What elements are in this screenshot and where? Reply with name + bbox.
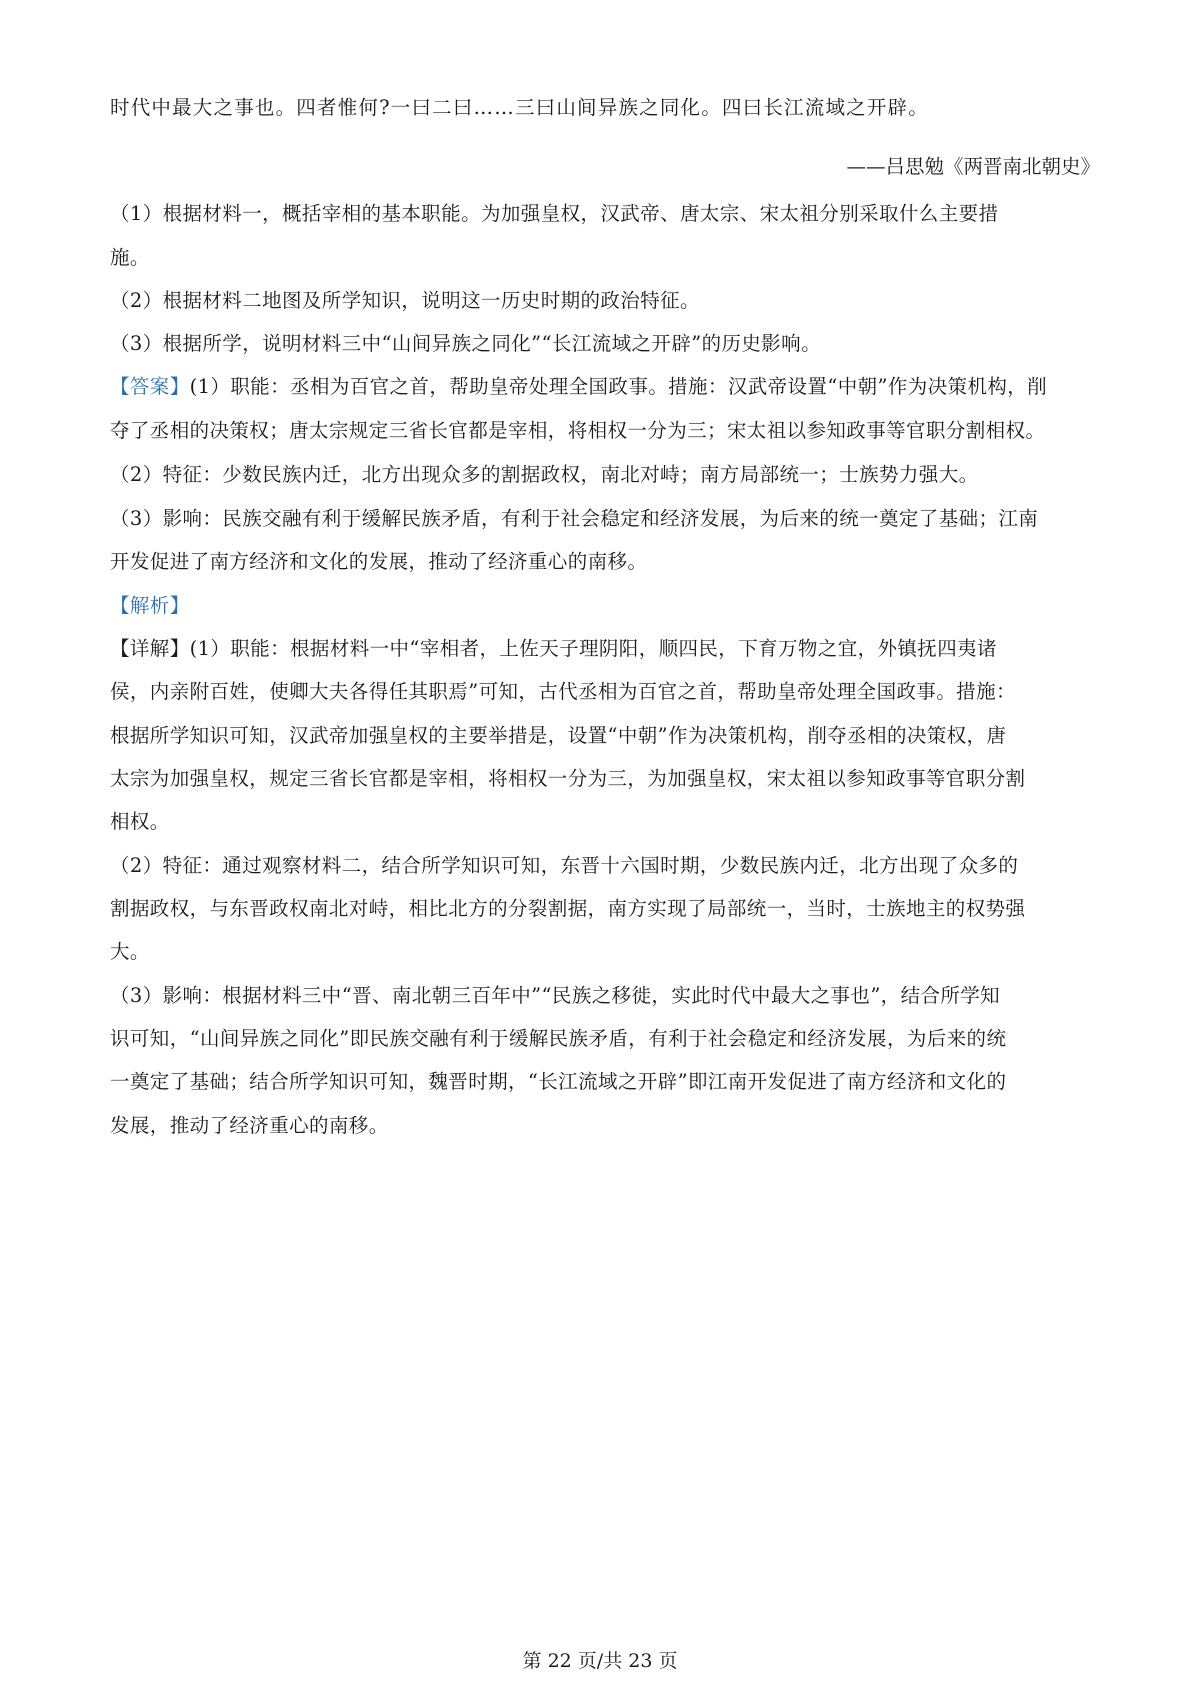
detail-line: 相权。 (110, 810, 170, 833)
quote-line: 时代中最大之事也。四者惟何?一曰二曰……三曰山间异族之同化。四曰长江流域之开辟。 (110, 96, 929, 119)
question-3: （3）根据所学，说明材料三中“山间异族之同化”“长江流域之开辟”的历史影响。 (110, 332, 821, 355)
detail-line: 一奠定了基础；结合所学知识可知，魏晋时期，“长江流域之开辟”即江南开发促进了南方经济和文化的 (110, 1070, 1007, 1093)
detail-line: 侯，内亲附百姓，使卿大夫各得任其职焉”可知，古代丞相为百官之首，帮助皇帝处理全国政事。措施： (110, 680, 1016, 703)
detail-line: 发展，推动了经济重心的南移。 (110, 1114, 389, 1137)
detail-line: （3）影响：根据材料三中“晋、南北朝三百年中”“民族之移徙，实此时代中最大之事也”，结合所学知 (110, 984, 1001, 1007)
detail-line: （2）特征：通过观察材料二，结合所学知识可知，东晋十六国时期，少数民族内迁，北方出现了众多的 (110, 854, 1019, 877)
question-2: （2）根据材料二地图及所学知识，说明这一历史时期的政治特征。 (110, 289, 700, 312)
answer-tag: 【答案】 (110, 375, 190, 398)
analysis-tag: 【解析】 (110, 594, 190, 617)
answer-text: (1）职能：丞相为百官之首，帮助皇帝处理全国政事。措施：汉武帝设置“中朝”作为决策机构，削 (189, 375, 1048, 398)
answer-line: 开发促进了南方经济和文化的发展，推动了经济重心的南移。 (110, 550, 648, 573)
detail-line: 识可知，“山间异族之同化”即民族交融有利于缓解民族矛盾，有利于社会稳定和经济发展，为后来的统 (110, 1027, 1007, 1050)
detail-text: (1）职能：根据材料一中“宰相者，上佐天子理阴阳，顺四民，下育万物之宜，外镇抚四夷诸 (189, 637, 997, 660)
detail-line: 大。 (110, 940, 150, 963)
detail-line: 太宗为加强皇权，规定三省长官都是宰相，将相权一分为三，为加强皇权，宋太祖以参知政事等官职分割 (110, 767, 1026, 790)
detail-first-line (110, 635, 997, 663)
detail-line: 根据所学知识可知，汉武帝加强皇权的主要举措是，设置“中朝”作为决策机构，削夺丞相的决策权，唐 (110, 724, 1007, 747)
answer-line: 夺了丞相的决策权；唐太宗规定三省长官都是宰相，将相权一分为三；宋太祖以参知政事等官职分割相权。 (110, 419, 1046, 442)
detail-line: 割据政权，与东晋政权南北对峙，相比北方的分裂割据，南方实现了局部统一，当时，士族地主的权势强 (110, 897, 1026, 920)
detail-tag: 【详解】 (110, 637, 190, 660)
citation: ——吕思勉《两晋南北朝史》 (846, 155, 1100, 178)
page-footer: 第 22 页/共 23 页 (522, 1650, 678, 1672)
question-1-line-2: 施。 (110, 246, 150, 269)
answer-first-line (110, 373, 1047, 401)
answer-line: （3）影响：民族交融有利于缓解民族矛盾，有利于社会稳定和经济发展，为后来的统一奠定了基础；江南 (110, 507, 1039, 530)
question-1-line-1: （1）根据材料一，概括宰相的基本职能。为加强皇权，汉武帝、唐太宗、宋太祖分别采取什么主要措 (110, 202, 999, 225)
answer-line: （2）特征：少数民族内迁，北方出现众多的割据政权，南北对峙；南方局部统一；士族势力强大。 (110, 463, 979, 486)
